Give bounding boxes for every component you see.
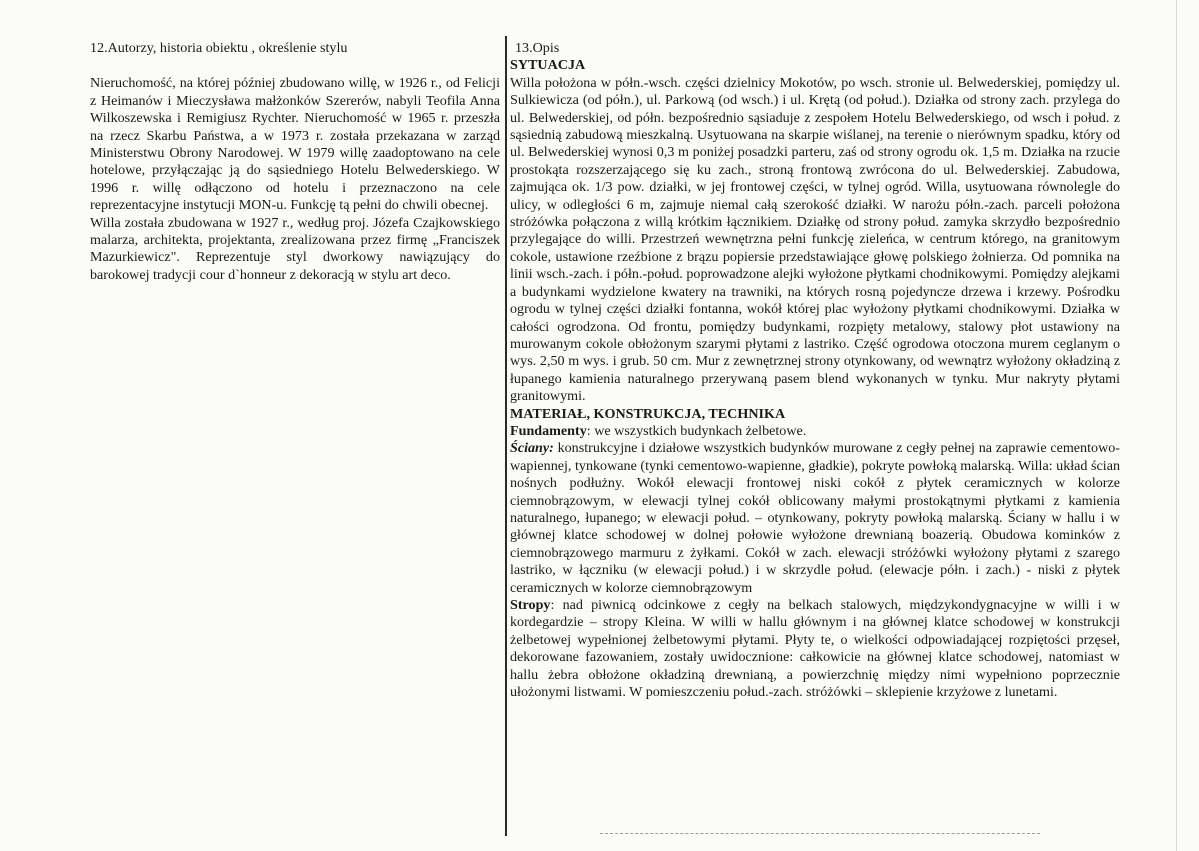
foundations-text: : we wszystkich budynkach żelbetowe. <box>586 422 807 439</box>
ceilings-label: Stropy <box>510 597 551 613</box>
foundations-paragraph <box>510 423 1120 440</box>
section-13-heading: 13.Opis <box>515 40 560 56</box>
situation-paragraph: Willa położona w półn.-wsch. części dzielnicy Mokotów, po wsch. stronie ul. Belwederskiej, pomiędzy ul. Sulkiewicza (od półn.), ul. Parkową (od wsch.) i ul. Krętą (od połud.). Działka od strony zach. przylega do ul. Belwederskiej, od półn. bezpośrednio sąsiaduje z zespołem Hotelu Belwederskiego, od wsch i połud. z sąsiednią zabudową mieszkalną. Usytuowana na skarpie wiślanej, na terenie o nierównym spadku, który od ul. Belwederskiej wynosi 0,3 m poniżej posadzki parteru, zaś od strony ogrodu ok. 1,5 m. Działka na rzucie prostokąta rozszerzającego się ku zach., stroną frontową zwrócona do ul. Belwederskiej. Zabudowa, zajmująca ok. 1/3 pow. działki, w jej frontowej części, w tylnej ogród. Willa, usytuowana równolegle do ulicy, w odległości 6 m, zajmuje niemal całą szerokość działki. W narożu półn.-zach. parceli położona stróżówka połączona z willą krótkim łącznikiem. Działkę od strony połud. zamyka skrzydło bezpośrednio przylegające do willi. Przestrzeń wewnętrzna pełni funkcję zieleńca, w centrum którego, na granitowym cokole, ustawione rzeźbione z brązu popiersie przedstawiające głowę polskiego żołnierza. Od pomnika na linii wsch.-zach. i półn.-połud. poprowadzone alejki wyłożone płytkami chodnikowymi. Pomiędzy alejkami a budynkami wydzielone kwatery na trawniki, na których rosną pojedyncze drzewa i krzewy. Pośrodku ogrodu w tylnej części działki fontanna, wokół której plac wyłożony płytkami chodnikowymi. Działka w całości ogrodzona. Od frontu, pomiędzy budynkami, rozpięty metalowy, stalowy płot ustawiony na murowanym cokole obłożonym szarymi płytami z lastriko. Część ogrodowa otoczona murem ceglanym o wys. 2,50 m wys. i grub. 50 cm. Mur z zewnętrznej strony otynkowany, od wewnątrz wyłożony okładziną z łupanego kamienia naturalnego przerywaną pasem blend wykonanych w tynku. Mur nakryty płytami granitowymi. <box>510 74 1120 405</box>
ceilings-text: : nad piwnicą odcinkowe z cegły na belkach stalowych, międzykondygnacyjne w willi i w kordegardzie – stropy Kleina. W willi w hallu głównym i na głównej klatce schodowej w konstrukcji żelbetowej wypełnionej żelbetowymi płytami. Płyty te, o wielkości odpowiadającej rozpiętości przęseł, dekorowane fazowaniem, zostały uwidocznione: całkowicie na głównej klatce schodowej, natomiast w hallu żebra obłożone okładziną drewnianą, a powierzchnię między nimi wypełniono poprzecznie ułożonymi listwami. W pomieszczeniu połud.-zach. stróżówki – sklepienie krzyżowe z lunetami. <box>510 597 1120 701</box>
foundations-label: Fundamenty <box>510 422 587 439</box>
spacer <box>90 57 500 75</box>
walls-label: Ściany: <box>510 440 554 457</box>
style-paragraph: Willa została zbudowana w 1927 r., według proj. Józefa Czajkowskiego malarza, architekta, projektanta, zrealizowana przez firmę „Franciszek Mazurkiewicz". Reprezentuje styl dworkowy nawiązujący do barokowej tradycji cour d`honneur z dekoracją w stylu art deco. <box>90 214 500 283</box>
left-column <box>90 40 500 284</box>
material-heading: MATERIAŁ, KONSTRUKCJA, TECHNIKA <box>510 405 786 422</box>
bottom-dashed-line <box>600 833 1040 834</box>
column-divider <box>505 36 507 836</box>
walls-paragraph <box>510 440 1120 597</box>
situation-heading: SYTUACJA <box>510 57 586 74</box>
ceilings-paragraph <box>510 597 1120 701</box>
section-12-heading: 12.Autorzy, historia obiektu , określenie stylu <box>90 40 348 56</box>
history-paragraph: Nieruchomość, na której później zbudowano willę, w 1926 r., od Felicji z Heimanów i Mieczysława małżonków Szererów, nabyli Teofila Anna Wilkoszewska i Remigiusz Rychter. Nieruchomość w 1965 r. przeszła na rzecz Skarbu Państwa, a w 1973 r. została przekazana w zarząd Ministerstwu Obrony Narodowej. W 1979 willę zaadoptowano na cele hotelowe, przyłączając ją do sąsiedniego Hotelu Belwederskiego. W 1996 r. willę odłączono od hotelu i przeznaczono na cele reprezentacyjne instytucji MON-u. Funkcję tą pełni do chwili obecnej. <box>90 75 500 214</box>
walls-text: konstrukcyjne i działowe wszystkich budynków murowane z cegły pełnej na zaprawie cementowo-wapiennej, tynkowane (tynki cementowo-wapienne, gładkie), pokryte powłoką malarską. Willa: układ ścian nośnych podłużny. Wokół elewacji frontowej niski cokół z płytek ceramicznych w kolorze ciemnobrązowym, w elewacji tylnej cokół oblicowany małymi prostokątnymi płytkami z kamienia naturalnego, łupanego; w elewacji połud. – otynkowany, pokryty powłoką malarską. Ściany w hallu i w głównej klatce schodowej w dolnej połowie wyłożone drewnianą boazerią. Obudowa kominków z ciemnobrązowego marmuru z żyłkami. Cokół w zach. elewacji stróżówki wyłożony płytami z szarego lastriko, w łączniku (w elewacji połud.) i w skrzydle połud. (elewacje półn. i zach.) - niski z płytek ceramicznych w kolorze ciemnobrązowym <box>510 440 1120 596</box>
page-edge-line <box>1176 0 1177 851</box>
right-column <box>510 40 1120 701</box>
